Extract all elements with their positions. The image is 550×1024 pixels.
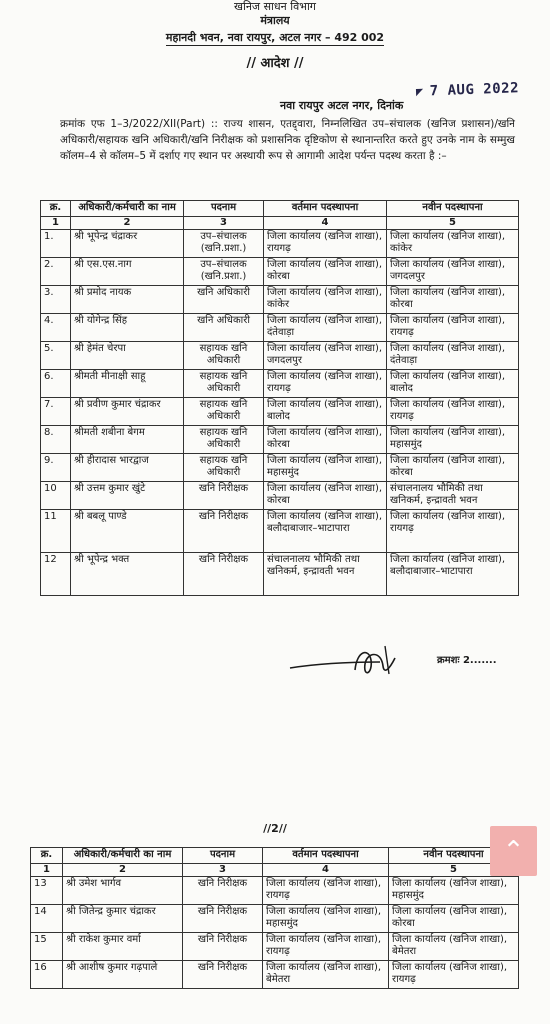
col-header-name: अधिकारी/कर्मचारी का नाम — [63, 848, 183, 864]
cell-current: जिला कार्यालय (खनिज शाखा), कांकेर — [264, 285, 387, 313]
cell-name: श्री हेमंत चेरपा — [71, 341, 184, 369]
cell-name: श्री आशीष कुमार गढ़पाले — [63, 960, 183, 988]
cell-designation: खनि निरीक्षक — [183, 960, 263, 988]
table-header-row — [31, 848, 519, 864]
col-number: 4 — [263, 863, 389, 876]
cell-sno: 3. — [41, 285, 71, 313]
cell-name: श्रीमती मीनाक्षी साहू — [71, 369, 184, 397]
table-row — [41, 257, 519, 285]
cell-sno: 11 — [41, 509, 71, 552]
table-row — [41, 453, 519, 481]
table-row — [31, 876, 519, 904]
table-row — [41, 552, 519, 595]
stamp-mark-icon: ◤ — [415, 84, 425, 99]
cell-sno: 6. — [41, 369, 71, 397]
cell-designation: खनि निरीक्षक — [183, 932, 263, 960]
ministry-name: मंत्रालय — [260, 14, 290, 27]
column-number-row — [31, 863, 519, 876]
col-header-name: अधिकारी/कर्मचारी का नाम — [71, 201, 184, 217]
place-date-label: नवा रायपुर अटल नगर, दिनांक — [280, 99, 404, 112]
cell-name: श्री राकेश कुमार वर्मा — [63, 932, 183, 960]
cell-designation: खनि अधिकारी — [184, 313, 264, 341]
order-title: // आदेश // — [246, 56, 304, 71]
cell-name: श्री प्रवीण कुमार चंद्राकर — [71, 397, 184, 425]
cell-current: जिला कार्यालय (खनिज शाखा), कोरबा — [264, 425, 387, 453]
cell-sno: 8. — [41, 425, 71, 453]
cell-new: जिला कार्यालय (खनिज शाखा), कोरबा — [389, 904, 519, 932]
cell-sno: 15 — [31, 932, 63, 960]
cell-name: श्री उमेश भार्गव — [63, 876, 183, 904]
col-number: 2 — [71, 216, 184, 229]
cell-current: जिला कार्यालय (खनिज शाखा), कोरबा — [264, 481, 387, 509]
col-number: 2 — [63, 863, 183, 876]
table-row — [41, 313, 519, 341]
cell-name: श्री योगेन्द्र सिंह — [71, 313, 184, 341]
col-number: 4 — [264, 216, 387, 229]
cell-sno: 10 — [41, 481, 71, 509]
col-header-new: नवीन पदस्थापना — [389, 848, 519, 864]
cell-new: जिला कार्यालय (खनिज शाखा), महासमुंद — [387, 425, 519, 453]
cell-new: जिला कार्यालय (खनिज शाखा), रायगढ़ — [387, 313, 519, 341]
cell-name: श्री प्रमोद नायक — [71, 285, 184, 313]
transfer-table-page1 — [40, 200, 519, 596]
page-number-marker: //2// — [263, 822, 287, 835]
cell-new: जिला कार्यालय (खनिज शाखा), बलौदाबाजार–भाटापारा — [387, 552, 519, 595]
cell-current: जिला कार्यालय (खनिज शाखा), बलौदाबाजार–भाटापारा — [264, 509, 387, 552]
cell-sno: 2. — [41, 257, 71, 285]
cell-sno: 9. — [41, 453, 71, 481]
cell-current: जिला कार्यालय (खनिज शाखा), कोरबा — [264, 257, 387, 285]
col-number: 5 — [387, 216, 519, 229]
cell-designation: खनि निरीक्षक — [184, 509, 264, 552]
signature — [285, 640, 415, 685]
cell-designation: सहायक खनि अधिकारी — [184, 341, 264, 369]
table-row — [41, 481, 519, 509]
col-header-designation: पदनाम — [183, 848, 263, 864]
order-text: क्रमांक एफ 1–3/2022/XII(Part) :: राज्य शासन, एतद्द्वारा, निम्नलिखित उप–संचालक (खनिज प्रशासन)/खनि अधिकारी/सहायक खनि अधिकारी/खनि निरीक्षक को प्रशासनिक दृष्टिकोण से स्थानान्तरित करते हुए उनके नाम के सम्मुख कॉलम–4 से कॉलम–5 में दर्शाए गए स्थान पर अस्थायी रूप से आगामी आदेश पर्यन्त पदस्थ करता है :– — [60, 118, 515, 162]
cell-current: जिला कार्यालय (खनिज शाखा), जगदलपुर — [264, 341, 387, 369]
department-name: खनिज साधन विभाग — [233, 0, 316, 13]
cell-new: जिला कार्यालय (खनिज शाखा), कांकेर — [387, 229, 519, 257]
cell-sno: 13 — [31, 876, 63, 904]
cell-sno: 16 — [31, 960, 63, 988]
col-header-designation: पदनाम — [184, 201, 264, 217]
cell-new: जिला कार्यालय (खनिज शाखा), रायगढ़ — [387, 397, 519, 425]
table-row — [31, 904, 519, 932]
col-header-current: वर्तमान पदस्थापना — [263, 848, 389, 864]
cell-designation: सहायक खनि अधिकारी — [184, 453, 264, 481]
scroll-to-top-button[interactable] — [490, 826, 537, 876]
cell-current: संचालनालय भौमिकी तथा खनिकर्म, इन्द्रावती भवन — [264, 552, 387, 595]
col-number: 3 — [183, 863, 263, 876]
cell-current: जिला कार्यालय (खनिज शाखा), बालोद — [264, 397, 387, 425]
cell-new: संचालनालय भौमिकी तथा खनिकर्म, इन्द्रावती भवन — [387, 481, 519, 509]
chevron-up-icon: ⌃ — [502, 836, 525, 866]
cell-name: श्री जितेन्द्र कुमार चंद्राकर — [63, 904, 183, 932]
cell-designation: उप–संचालक (खनि.प्रशा.) — [184, 257, 264, 285]
cell-designation: खनि निरीक्षक — [184, 481, 264, 509]
table-row — [41, 229, 519, 257]
cell-designation: सहायक खनि अधिकारी — [184, 397, 264, 425]
cell-current: जिला कार्यालय (खनिज शाखा), रायगढ़ — [263, 932, 389, 960]
table-row — [41, 369, 519, 397]
cell-current: जिला कार्यालय (खनिज शाखा), रायगढ़ — [263, 876, 389, 904]
cell-designation: सहायक खनि अधिकारी — [184, 425, 264, 453]
cell-current: जिला कार्यालय (खनिज शाखा), रायगढ़ — [264, 369, 387, 397]
cell-current: जिला कार्यालय (खनिज शाखा), महासमुंद — [263, 904, 389, 932]
cell-name: श्रीमती शबीना बेगम — [71, 425, 184, 453]
table-row — [41, 397, 519, 425]
cell-new: जिला कार्यालय (खनिज शाखा), बालोद — [387, 369, 519, 397]
cell-current: जिला कार्यालय (खनिज शाखा), रायगढ़ — [264, 229, 387, 257]
transfer-table-page2 — [30, 847, 519, 989]
cell-name: श्री भूपेन्द्र भक्त — [71, 552, 184, 595]
table-header-row — [41, 201, 519, 217]
table-row — [41, 341, 519, 369]
cell-current: जिला कार्यालय (खनिज शाखा), महासमुंद — [264, 453, 387, 481]
cell-sno: 4. — [41, 313, 71, 341]
cell-new: जिला कार्यालय (खनिज शाखा), महासमुंद — [389, 876, 519, 904]
cell-new: जिला कार्यालय (खनिज शाखा), रायगढ़ — [387, 509, 519, 552]
cell-new: जिला कार्यालय (खनिज शाखा), जगदलपुर — [387, 257, 519, 285]
table-row — [31, 960, 519, 988]
cell-designation: खनि निरीक्षक — [183, 904, 263, 932]
cell-sno: 5. — [41, 341, 71, 369]
cell-name: श्री हीरादास भारद्वाज — [71, 453, 184, 481]
cell-new: जिला कार्यालय (खनिज शाखा), दंतेवाड़ा — [387, 341, 519, 369]
cell-name: श्री उत्तम कुमार खुंटे — [71, 481, 184, 509]
cell-new: जिला कार्यालय (खनिज शाखा), कोरबा — [387, 285, 519, 313]
col-number: 3 — [184, 216, 264, 229]
col-header-sno: क्र. — [31, 848, 63, 864]
cell-sno: 1. — [41, 229, 71, 257]
col-header-sno: क्र. — [41, 201, 71, 217]
table-row — [41, 285, 519, 313]
cell-sno: 7. — [41, 397, 71, 425]
table-row — [41, 425, 519, 453]
cell-new: जिला कार्यालय (खनिज शाखा), बेमेतरा — [389, 932, 519, 960]
col-number: 5 — [389, 863, 519, 876]
table-row — [31, 932, 519, 960]
table-row — [41, 509, 519, 552]
date-stamp: ◤ 7 AUG 2022 — [415, 80, 520, 100]
column-number-row — [41, 216, 519, 229]
ministry-address: महानदी भवन, नवा रायपुर, अटल नगर – 492 002 — [165, 31, 385, 44]
col-number: 1 — [31, 863, 63, 876]
cell-designation: सहायक खनि अधिकारी — [184, 369, 264, 397]
col-header-current: वर्तमान पदस्थापना — [264, 201, 387, 217]
col-header-new: नवीन पदस्थापना — [387, 201, 519, 217]
continuation-note: क्रमशः 2....... — [437, 655, 497, 666]
cell-current: जिला कार्यालय (खनिज शाखा), दंतेवाड़ा — [264, 313, 387, 341]
cell-sno: 14 — [31, 904, 63, 932]
cell-sno: 12 — [41, 552, 71, 595]
cell-name: श्री बबलू पाण्डे — [71, 509, 184, 552]
cell-designation: खनि अधिकारी — [184, 285, 264, 313]
cell-name: श्री एस.एस.नाग — [71, 257, 184, 285]
cell-new: जिला कार्यालय (खनिज शाखा), कोरबा — [387, 453, 519, 481]
cell-current: जिला कार्यालय (खनिज शाखा), बेमेतरा — [263, 960, 389, 988]
cell-new: जिला कार्यालय (खनिज शाखा), रायगढ़ — [389, 960, 519, 988]
col-number: 1 — [41, 216, 71, 229]
cell-name: श्री भूपेन्द्र चंद्राकर — [71, 229, 184, 257]
cell-designation: खनि निरीक्षक — [183, 876, 263, 904]
cell-designation: खनि निरीक्षक — [184, 552, 264, 595]
cell-designation: उप–संचालक (खनि.प्रशा.) — [184, 229, 264, 257]
